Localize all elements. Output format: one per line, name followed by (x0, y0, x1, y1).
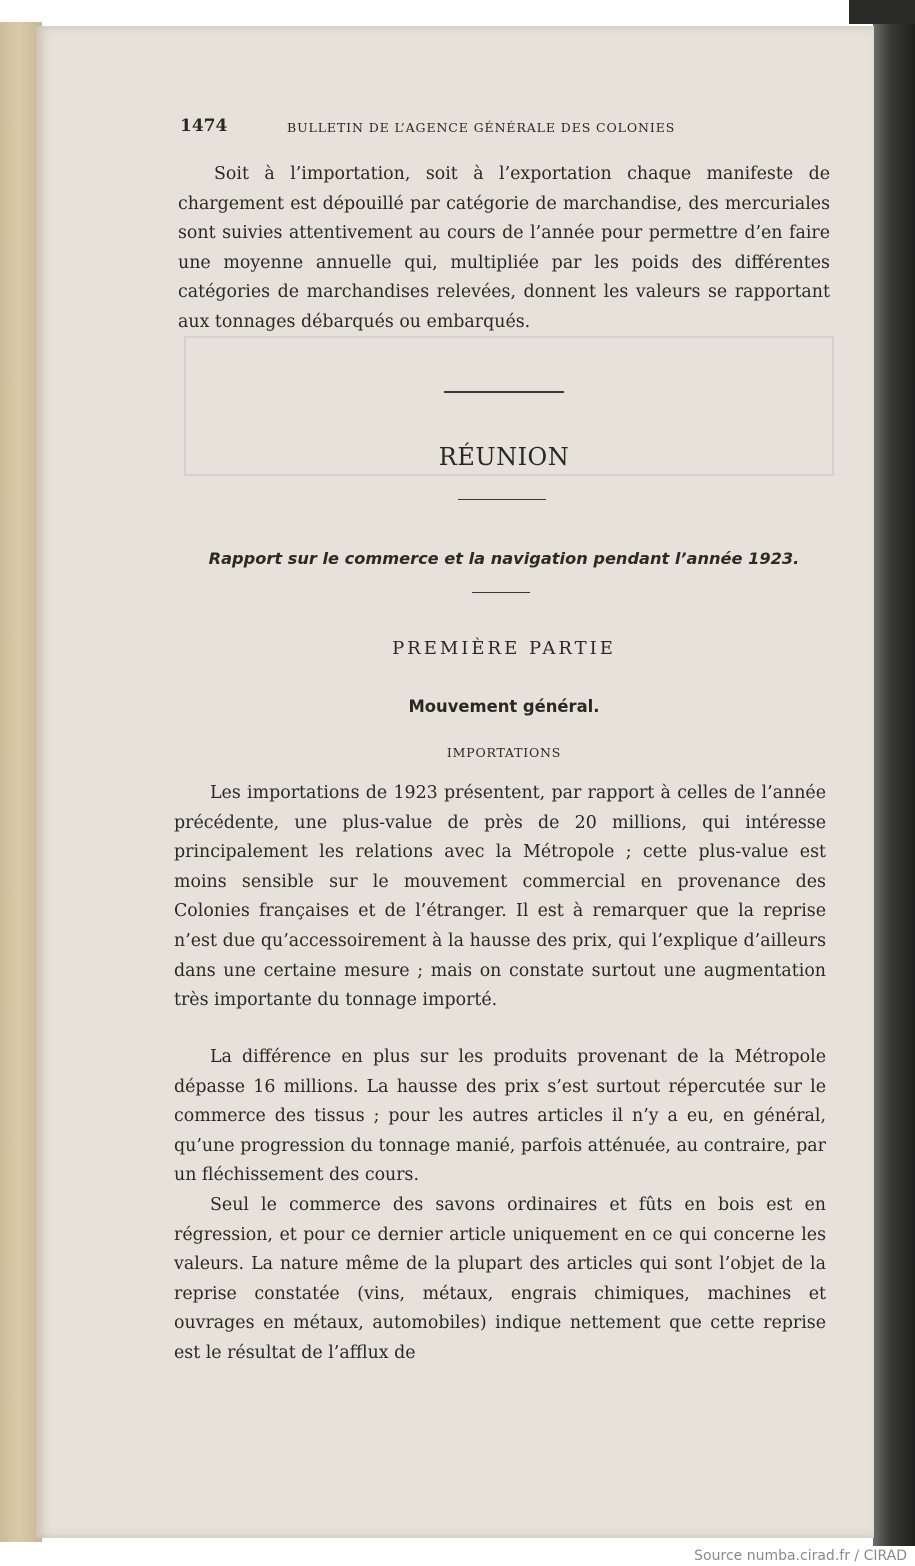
book-edge (873, 0, 915, 1546)
page-header (180, 116, 830, 138)
section-title: RÉUNION (438, 443, 570, 471)
part-title: PREMIÈRE PARTIE (392, 638, 616, 659)
book-edge-top (849, 0, 915, 24)
separator-rule (444, 391, 564, 393)
body-paragraph: La différence en plus sur les produits provenant de la Métropole dépasse 16 millions. La hausse des prix s’est surtout répercutée sur le commerce des tissus ; pour les autres articles il n’y a eu, en général, qu’une progression du tonnage manié, parfois atténuée, au contraire, par un fléchissement des cours. (174, 1047, 826, 1186)
intro-paragraph: Soit à l’importation, soit à l’exportation chaque manifeste de chargement est dépouillé par catégorie de marchandise, des mercuriales sont suivies attentivement au cours de l’année pour permettre d’en faire une moyenne annuelle qui, multipliée par les poids des différentes catégories de marchandises relevées, donnent les valeurs se rapportant aux tonnages débarqués ou embarqués. (178, 164, 830, 332)
chapter-title: Mouvement général. (408, 697, 600, 716)
body-paragraph: Les importations de 1923 présentent, par rapport à celles de l’année précédente, une plus-value de près de 20 millions, qui intéresse principalement les relations avec la Métropole ; cette plus-value est moins sensible sur le mouvement commercial en provenance des Colonies françaises et de l’étranger. Il est à remarquer que la reprise n’est due qu’accessoirement à la hausse des prix, qui l’explique d’ailleurs dans une certaine mesure ; mais on constate surtout une augmentation très importante du tonnage importé. (174, 783, 826, 1011)
source-credit: Source numba.cirad.fr / CIRAD (694, 1548, 907, 1564)
separator-rule (472, 592, 530, 593)
subsection-title: IMPORTATIONS (446, 745, 562, 760)
body-paragraph: Seul le commerce des savons ordinaires et fûts en bois est en régression, et pour ce dernier article uniquement en ce qui concerne les valeurs. La nature même de la plupart des articles qui sont l’objet de la reprise constatée (vins, métaux, engrais chimiques, machines et ouvrages en métaux, automobiles) indique nettement que cette reprise est le résultat de l’afflux de (174, 1195, 826, 1363)
running-title: BULLETIN DE L’AGENCE GÉNÉRALE DES COLONIES (287, 120, 676, 135)
separator-rule (458, 499, 546, 500)
report-title: Rapport sur le commerce et la navigation pendant l’année 1923. (208, 549, 800, 568)
page-number: 1474 (180, 116, 228, 136)
